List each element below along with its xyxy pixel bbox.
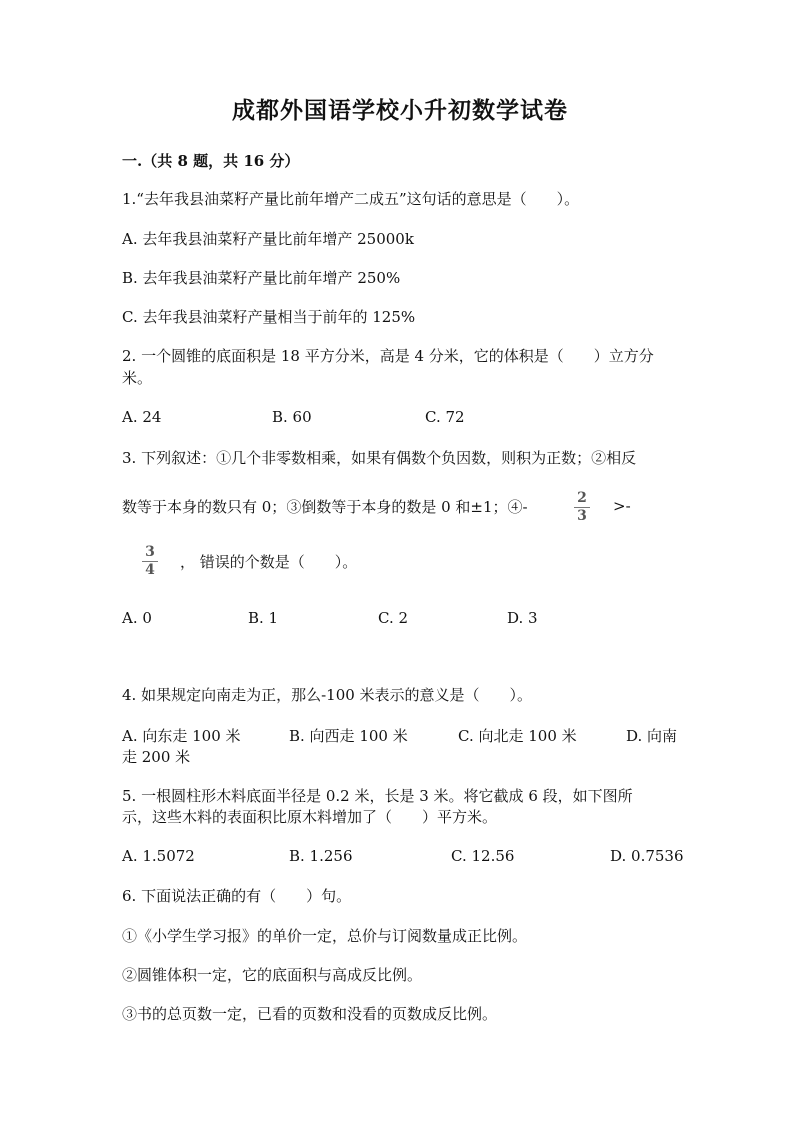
question-6-statement-2: ②圆锥体积一定，它的底面积与高成反比例。	[122, 966, 423, 984]
question-4-option-d-continued: 走 200 米	[122, 748, 191, 766]
page-title: 成都外国语学校小升初数学试卷	[232, 97, 568, 124]
question-4-option-a: A. 向东走 100 米	[122, 727, 241, 745]
question-5-option-d: D. 0.7536	[610, 847, 684, 865]
fraction-two-thirds	[572, 491, 592, 524]
question-5-option-c: C. 12.56	[451, 847, 515, 865]
question-3-text-line-1: 3. 下列叙述：①几个非零数相乘，如果有偶数个负因数，则积为正数；②相反	[122, 449, 637, 467]
question-4-text: 4. 如果规定向南走为正，那么-100 米表示的意义是（ ）。	[122, 686, 533, 704]
question-5-text-line-1: 5. 一根圆柱形木料底面半径是 0.2 米，长是 3 米。将它截成 6 段，如下图所	[122, 787, 633, 805]
question-1-option-b: B. 去年我县油菜籽产量比前年增产 250%	[122, 269, 401, 287]
question-6-statement-1: ①《小学生学习报》的单价一定，总价与订阅数量成正比例。	[122, 927, 528, 945]
question-3-option-b: B. 1	[248, 609, 279, 627]
question-4-option-c: C. 向北走 100 米	[458, 727, 577, 745]
question-6-text: 6. 下面说法正确的有（ ）句。	[122, 887, 352, 905]
question-3-greater-than: >-	[613, 497, 631, 515]
question-1-option-c: C. 去年我县油菜籽产量相当于前年的 125%	[122, 308, 416, 326]
question-5-text-line-2: 示，这些木料的表面积比原木料增加了（ ）平方米。	[122, 808, 498, 826]
question-2-text-line-2: 米。	[122, 369, 153, 387]
question-2-option-b: B. 60	[272, 408, 312, 426]
fraction-denominator: 3	[577, 508, 587, 524]
question-2-option-c: C. 72	[425, 408, 465, 426]
question-3-option-c: C. 2	[378, 609, 409, 627]
fraction-numerator: 2	[577, 490, 587, 506]
question-2-text-line-1: 2. 一个圆锥的底面积是 18 平方分米，高是 4 分米，它的体积是（ ）立方分	[122, 347, 654, 365]
question-5-option-b: B. 1.256	[289, 847, 353, 865]
question-3-text-line-2: 数等于本身的数只有 0；③倒数等于本身的数是 0 和±1；④-	[122, 498, 528, 516]
question-6-statement-3: ③书的总页数一定，已看的页数和没看的页数成反比例。	[122, 1005, 498, 1023]
question-1-text: 1.“去年我县油菜籽产量比前年增产二成五”这句话的意思是（ ）。	[122, 190, 580, 208]
fraction-numerator: 3	[145, 544, 155, 560]
question-1-option-a: A. 去年我县油菜籽产量比前年增产 25000k	[122, 230, 414, 248]
question-2-option-a: A. 24	[122, 408, 162, 426]
section-heading: 一.（共 8 题，共 16 分）	[122, 152, 300, 170]
question-4-option-d: D. 向南	[626, 727, 678, 745]
question-3-option-d: D. 3	[507, 609, 538, 627]
question-3-text-line-3: ， 错误的个数是（ ）。	[180, 553, 358, 571]
question-5-option-a: A. 1.5072	[122, 847, 195, 865]
fraction-denominator: 4	[145, 562, 155, 578]
question-4-option-b: B. 向西走 100 米	[289, 727, 408, 745]
question-3-option-a: A. 0	[122, 609, 152, 627]
fraction-three-quarters	[140, 545, 160, 578]
